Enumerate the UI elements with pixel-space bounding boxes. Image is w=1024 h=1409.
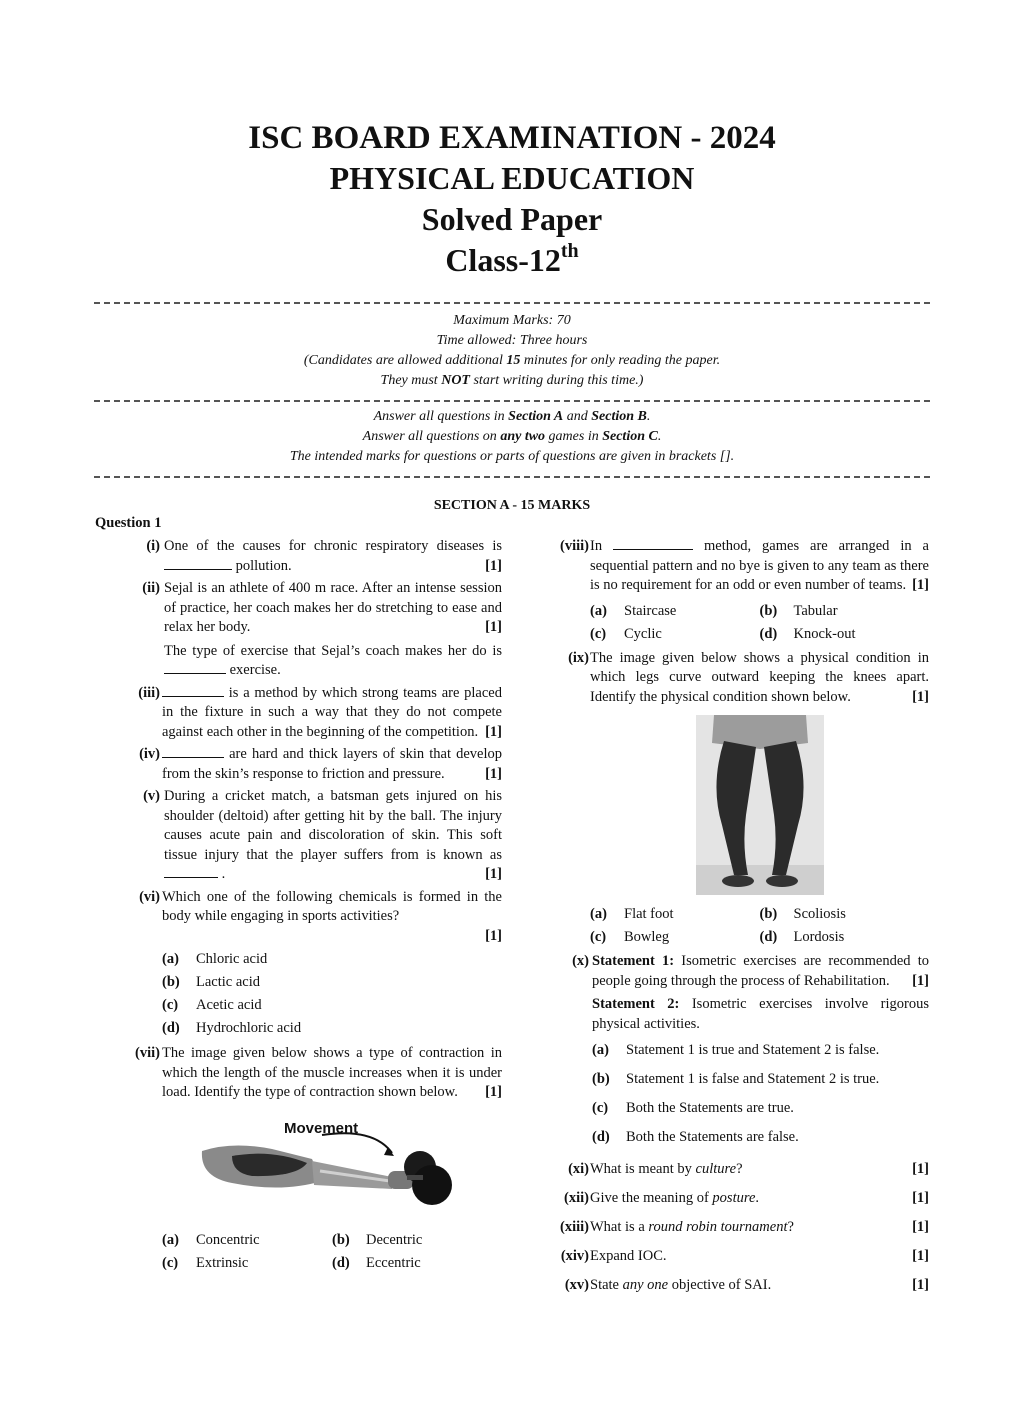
question-i: (i) One of the causes for chronic respiratory diseases is pollution. [1] [146,538,502,574]
option-b: (b) Statement 1 is false and Statement 2 is true. [592,1071,880,1087]
instructions [94,407,930,467]
instruction-1: Answer all questions in Section A and Section B. [373,409,651,424]
option-d: (d) Hydrochloric acid [162,1020,302,1036]
movement-label: Movement [284,1119,359,1137]
viii-options: (a) Staircase (b) Tabular (c) Cyclic (d) Knock-out [590,602,856,642]
vii-options: (a) Concentric (b) Decentric (c) Extrinsic (d) Eccentric [162,1231,423,1271]
max-marks: Maximum Marks: 70 [453,313,571,328]
section-heading: SECTION A - 15 MARKS [433,498,591,513]
instruction-3: The intended marks for questions or parts of questions are given in brackets []. [289,449,735,464]
question-x: (x) Statement 1: Isometric exercises are recommended to people going through the process of Rehabilitation. [1] Statement 2: Isometric exercises involve rigorous physical activities. (a) Statement 1 is true and Statement 2 is false. (b) Statement 1 is false and Statement 2 is true. (c) Both the Statements are true. (d) Both the Statements are false. [553,952,929,1153]
option-a: (a) Statement 1 is true and Statement 2 is false. [592,1042,880,1058]
divider [94,302,930,304]
paper-type: Solved Paper [421,201,603,237]
question-xi: (xi) What is meant by culture? [1] [568,1161,929,1177]
exam-meta [94,311,930,391]
question-vi: (vi) Which one of the following chemicals is formed in the body while engaging in sports activities? [1] (a) Chloric acid (b) Lactic acid (c) Acetic acid (d) Hydrochloric acid [139,888,502,1036]
class-title: Class-12th [445,240,579,278]
question-xii: (xii) Give the meaning of posture. [1] [564,1190,929,1206]
option-a: (a) Chloric acid [162,951,268,967]
question-vii: (vii) The image given below shows a type of contraction in which the length of the muscle increases when it is under load. Identify the type of contraction shown below. [1] Movement (a) Concentric (b) Decentric (c) Extrinsic (d) Eccentric [128,1044,502,1275]
instruction-2: Answer all questions on any two games in Section C. [362,429,662,444]
left-column [128,537,502,1278]
divider [94,476,930,478]
question-viii: (viii) In method, games are arranged in a sequential pattern and no bye is given to any team as there is no requirement for an odd or even number of teams. [1] (a) Staircase (b) Tabular (c) Cyclic (d) Knock-out [553,537,929,646]
question-xiv: (xiv) Expand IOC. [1] [560,1248,929,1264]
bowleg-photo [696,715,824,895]
question-iv: (iv) are hard and thick layers of skin that develop from the skin’s response to friction and pressure. [1] [139,746,502,782]
question-v: (v) During a cricket match, a batsman gets injured on his shoulder (deltoid) after getting hit by the ball. The injury causes acute pain and discoloration of skin. This soft tissue injury that the player suffers from is known as . [1] [143,788,502,882]
exam-title: ISC BOARD EXAMINATION - 2024 [248,120,776,156]
bowleg-figure [590,715,929,895]
question-xiii: (xiii) What is a round robin tournament? [1] [560,1219,929,1235]
option-c: (c) Acetic acid [162,997,262,1013]
right-column [553,537,929,1301]
question-xv: (xv) State any one objective of SAI. [1] [564,1277,929,1293]
question-ii: (ii) Sejal is an athlete of 400 m race. After an intense session of practice, her coach makes her do stretching to ease and relax her body. [1] The type of exercise that Sejal’s coach makes her do is exercise. [142,580,502,678]
subject-title: PHYSICAL EDUCATION [329,160,695,196]
reading-note-2: They must NOT start writing during this time.) [380,373,644,388]
arm-dumbbell-illustration [192,1111,472,1221]
question-iii: (iii) is a method by which strong teams are placed in the fixture in such a way that they do not compete against each other in the beginning of the competition. [1] [138,684,502,740]
option-d: (d) Both the Statements are false. [592,1129,799,1145]
ix-options: (a) Flat foot (b) Scoliosis (c) Bowleg (d) Lordosis [590,906,846,945]
question-heading: Question 1 [95,515,162,531]
muscle-contraction-figure [162,1111,502,1221]
reading-note: (Candidates are allowed additional 15 minutes for only reading the paper. [303,353,721,368]
divider [94,400,930,402]
option-c: (c) Both the Statements are true. [592,1100,794,1116]
option-b: (b) Lactic acid [162,974,260,990]
time-allowed: Time allowed: Three hours [436,333,588,348]
question-ix: (ix) The image given below shows a physical condition in which legs curve outward keeping the knees apart. Identify the physical condition shown below. [1] (a) Flat foot (b) Scoliosis (c) Bowleg (d) Lordosis [553,649,929,950]
title-block [0,118,1024,280]
